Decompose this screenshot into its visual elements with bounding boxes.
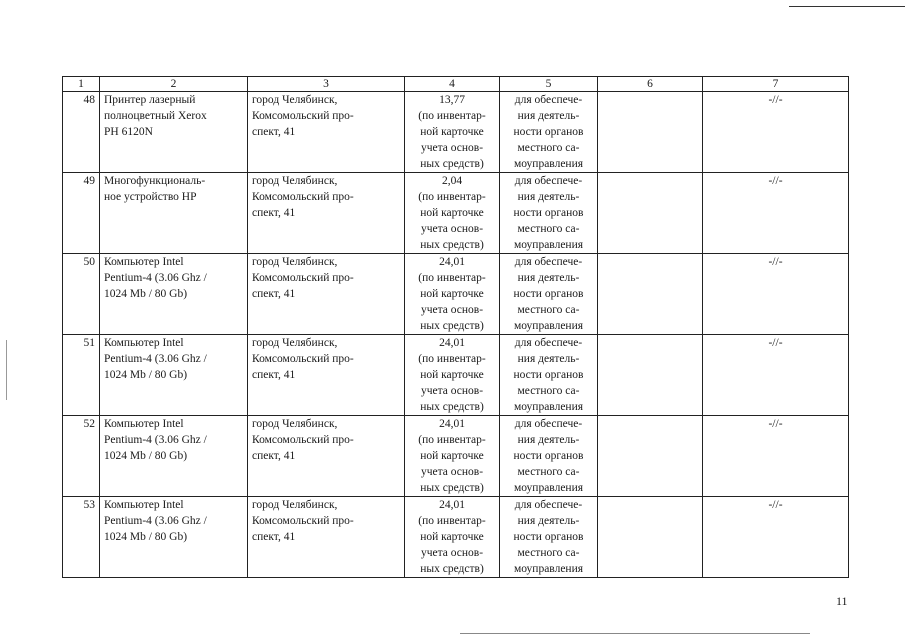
item-name bbox=[100, 173, 248, 254]
item-cost bbox=[405, 497, 500, 578]
item-purpose-line: ности органов bbox=[513, 207, 584, 219]
page-number: 11 bbox=[836, 594, 848, 608]
ditto-mark: -//- bbox=[703, 254, 849, 335]
item-purpose bbox=[500, 335, 598, 416]
table-row bbox=[63, 173, 849, 254]
item-cost-line: 24,01 bbox=[439, 418, 465, 430]
item-cost-line: (по инвентар- bbox=[418, 110, 486, 122]
item-purpose-line: для обеспече- bbox=[514, 175, 583, 187]
item-name bbox=[100, 497, 248, 578]
item-cost-line: учета основ- bbox=[420, 547, 484, 559]
item-address-line: город Челябинск, bbox=[252, 175, 338, 187]
item-cost-line: (по инвентар- bbox=[418, 272, 486, 284]
item-cost-line: ных средств) bbox=[420, 320, 484, 332]
item-cost-line: 13,77 bbox=[439, 94, 465, 106]
item-purpose bbox=[500, 254, 598, 335]
item-cost bbox=[405, 173, 500, 254]
item-address-line: Комсомольский про- bbox=[252, 515, 354, 527]
item-address-line: город Челябинск, bbox=[252, 94, 338, 106]
column-number-row bbox=[63, 77, 849, 92]
item-purpose-line: ния деятель- bbox=[517, 434, 580, 446]
item-purpose bbox=[500, 497, 598, 578]
ditto-mark: -//- bbox=[703, 92, 849, 173]
item-purpose-line: ности органов bbox=[513, 369, 584, 381]
item-address bbox=[248, 254, 405, 335]
item-cost-line: (по инвентар- bbox=[418, 515, 486, 527]
item-cost-line: 2,04 bbox=[441, 175, 463, 187]
item-purpose-line: моуправления bbox=[513, 320, 584, 332]
item-address-line: спект, 41 bbox=[252, 207, 296, 219]
item-purpose-line: местного са- bbox=[517, 385, 580, 397]
item-address-line: Комсомольский про- bbox=[252, 191, 354, 203]
item-cost-line: учета основ- bbox=[420, 385, 484, 397]
item-cost-line: 24,01 bbox=[439, 256, 465, 268]
table-row bbox=[63, 92, 849, 173]
item-name-line: Многофункциональ- bbox=[104, 175, 206, 187]
item-name bbox=[100, 416, 248, 497]
item-address bbox=[248, 416, 405, 497]
item-purpose-line: моуправления bbox=[513, 239, 584, 251]
item-purpose bbox=[500, 173, 598, 254]
column-header: 7 bbox=[703, 77, 849, 92]
item-purpose-line: местного са- bbox=[517, 547, 580, 559]
item-name-line: Pentium-4 (3.06 Ghz / bbox=[104, 434, 207, 446]
item-name bbox=[100, 254, 248, 335]
column-6-cell bbox=[598, 497, 703, 578]
item-purpose-line: для обеспече- bbox=[514, 94, 583, 106]
item-purpose-line: ности органов bbox=[513, 288, 584, 300]
bottom-rule bbox=[460, 633, 810, 634]
item-purpose-line: ния деятель- bbox=[517, 191, 580, 203]
item-purpose-line: ности органов bbox=[513, 126, 584, 138]
table-row bbox=[63, 335, 849, 416]
top-rule bbox=[789, 6, 905, 7]
item-cost-line: ной карточке bbox=[420, 531, 484, 543]
item-cost-line: учета основ- bbox=[420, 304, 484, 316]
item-cost-line: ной карточке bbox=[420, 369, 484, 381]
item-name-line: 1024 Mb / 80 Gb) bbox=[104, 450, 188, 462]
item-purpose bbox=[500, 92, 598, 173]
item-name-line: Компьютер Intel bbox=[104, 418, 184, 430]
column-6-cell bbox=[598, 335, 703, 416]
item-cost bbox=[405, 254, 500, 335]
scan-margin-mark bbox=[6, 340, 7, 400]
item-cost-line: учета основ- bbox=[420, 142, 484, 154]
item-cost-line: ной карточке bbox=[420, 288, 484, 300]
item-cost-line: (по инвентар- bbox=[418, 191, 486, 203]
row-number: 52 bbox=[63, 416, 100, 497]
item-purpose-line: моуправления bbox=[513, 401, 584, 413]
item-cost-line: ных средств) bbox=[420, 239, 484, 251]
item-cost bbox=[405, 416, 500, 497]
item-purpose-line: местного са- bbox=[517, 223, 580, 235]
column-header: 6 bbox=[598, 77, 703, 92]
table-row bbox=[63, 254, 849, 335]
ditto-mark: -//- bbox=[703, 497, 849, 578]
item-name-line: Pentium-4 (3.06 Ghz / bbox=[104, 353, 207, 365]
item-address-line: город Челябинск, bbox=[252, 337, 338, 349]
table-row bbox=[63, 497, 849, 578]
item-address-line: город Челябинск, bbox=[252, 256, 338, 268]
item-address-line: город Челябинск, bbox=[252, 418, 338, 430]
item-address-line: спект, 41 bbox=[252, 531, 296, 543]
item-name-line: Pentium-4 (3.06 Ghz / bbox=[104, 515, 207, 527]
item-cost-line: ной карточке bbox=[420, 126, 484, 138]
item-name-line: 1024 Mb / 80 Gb) bbox=[104, 531, 188, 543]
column-header: 3 bbox=[248, 77, 405, 92]
item-purpose-line: для обеспече- bbox=[514, 418, 583, 430]
item-purpose-line: ния деятель- bbox=[517, 353, 580, 365]
item-name-line: Компьютер Intel bbox=[104, 499, 184, 511]
item-cost-line: (по инвентар- bbox=[418, 434, 486, 446]
row-number: 49 bbox=[63, 173, 100, 254]
item-name bbox=[100, 92, 248, 173]
item-purpose-line: ния деятель- bbox=[517, 515, 580, 527]
item-purpose bbox=[500, 416, 598, 497]
item-name-line: PH 6120N bbox=[104, 126, 153, 138]
item-cost-line: ных средств) bbox=[420, 158, 484, 170]
item-name-line: 1024 Mb / 80 Gb) bbox=[104, 369, 188, 381]
item-cost-line: учета основ- bbox=[420, 466, 484, 478]
item-purpose-line: моуправления bbox=[513, 563, 584, 575]
column-header: 1 bbox=[63, 77, 100, 92]
item-cost-line: ной карточке bbox=[420, 450, 484, 462]
item-cost-line: 24,01 bbox=[439, 499, 465, 511]
item-address bbox=[248, 497, 405, 578]
item-name-line: Компьютер Intel bbox=[104, 337, 184, 349]
row-number: 51 bbox=[63, 335, 100, 416]
item-purpose-line: ния деятель- bbox=[517, 272, 580, 284]
ditto-mark: -//- bbox=[703, 335, 849, 416]
item-cost-line: ных средств) bbox=[420, 482, 484, 494]
ditto-mark: -//- bbox=[703, 173, 849, 254]
item-address-line: спект, 41 bbox=[252, 369, 296, 381]
row-number: 48 bbox=[63, 92, 100, 173]
item-purpose-line: для обеспече- bbox=[514, 499, 583, 511]
item-purpose-line: ности органов bbox=[513, 531, 584, 543]
item-purpose-line: ности органов bbox=[513, 450, 584, 462]
item-purpose-line: для обеспече- bbox=[514, 337, 583, 349]
item-name-line: 1024 Mb / 80 Gb) bbox=[104, 288, 188, 300]
item-address-line: Комсомольский про- bbox=[252, 353, 354, 365]
property-table bbox=[62, 76, 849, 578]
item-name-line: полноцветный Xerox bbox=[104, 110, 207, 122]
item-purpose-line: моуправления bbox=[513, 158, 584, 170]
ditto-mark: -//- bbox=[703, 416, 849, 497]
item-cost-line: ных средств) bbox=[420, 563, 484, 575]
item-purpose-line: местного са- bbox=[517, 142, 580, 154]
item-cost-line: 24,01 bbox=[439, 337, 465, 349]
item-purpose-line: ния деятель- bbox=[517, 110, 580, 122]
column-6-cell bbox=[598, 173, 703, 254]
item-address bbox=[248, 92, 405, 173]
item-purpose-line: моуправления bbox=[513, 482, 584, 494]
column-header: 5 bbox=[500, 77, 598, 92]
item-name-line: Принтер лазерный bbox=[104, 94, 196, 106]
row-number: 50 bbox=[63, 254, 100, 335]
item-address-line: Комсомольский про- bbox=[252, 434, 354, 446]
item-name-line: Pentium-4 (3.06 Ghz / bbox=[104, 272, 207, 284]
item-cost bbox=[405, 335, 500, 416]
item-purpose-line: местного са- bbox=[517, 304, 580, 316]
row-number: 53 bbox=[63, 497, 100, 578]
item-address-line: Комсомольский про- bbox=[252, 110, 354, 122]
item-cost-line: (по инвентар- bbox=[418, 353, 486, 365]
column-6-cell bbox=[598, 416, 703, 497]
column-6-cell bbox=[598, 92, 703, 173]
item-cost bbox=[405, 92, 500, 173]
item-name-line: Компьютер Intel bbox=[104, 256, 184, 268]
item-name bbox=[100, 335, 248, 416]
item-address-line: Комсомольский про- bbox=[252, 272, 354, 284]
table-row bbox=[63, 416, 849, 497]
item-address bbox=[248, 335, 405, 416]
item-cost-line: ных средств) bbox=[420, 401, 484, 413]
item-purpose-line: для обеспече- bbox=[514, 256, 583, 268]
item-name-line: ное устройство HP bbox=[104, 191, 197, 203]
column-header: 4 bbox=[405, 77, 500, 92]
item-cost-line: ной карточке bbox=[420, 207, 484, 219]
item-address-line: спект, 41 bbox=[252, 450, 296, 462]
item-address-line: спект, 41 bbox=[252, 126, 296, 138]
item-address-line: спект, 41 bbox=[252, 288, 296, 300]
column-header: 2 bbox=[100, 77, 248, 92]
column-6-cell bbox=[598, 254, 703, 335]
item-cost-line: учета основ- bbox=[420, 223, 484, 235]
item-purpose-line: местного са- bbox=[517, 466, 580, 478]
item-address bbox=[248, 173, 405, 254]
item-address-line: город Челябинск, bbox=[252, 499, 338, 511]
